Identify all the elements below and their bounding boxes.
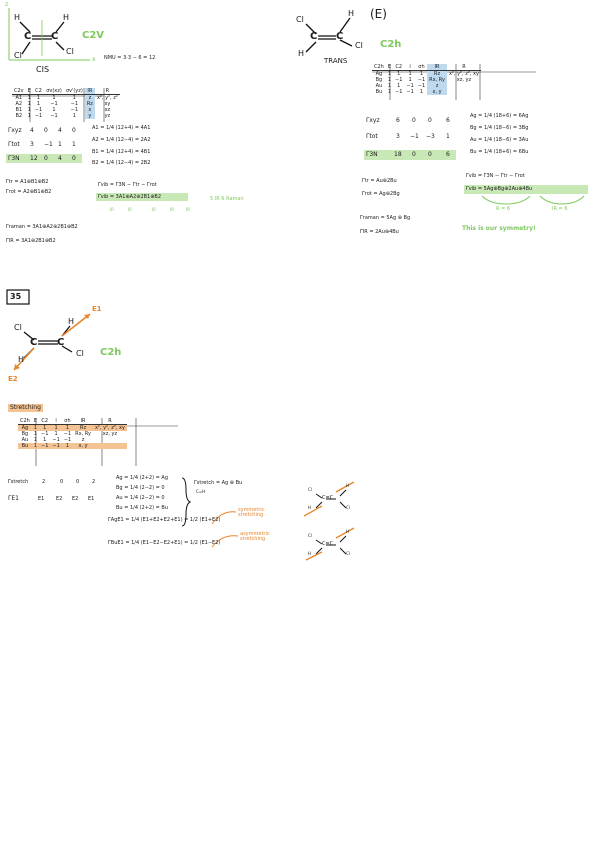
mini-bond: C=C <box>322 541 334 547</box>
atom-c: C <box>310 31 318 42</box>
row-value: 0 <box>60 479 64 485</box>
row-3n-highlight <box>364 150 456 160</box>
row-value: 2 <box>92 479 96 485</box>
table-row: B2 1 −1 −1 1 y yz <box>15 113 111 119</box>
stretching-heading: Stretching <box>10 404 41 411</box>
reduction: Au = 1/4 (18−6) = 3Au <box>470 137 529 143</box>
reduction: Bu = 1/4 (18+6) = 6Bu <box>470 149 529 155</box>
mini-atom: Cl <box>308 487 312 492</box>
mini-bond: C=C <box>322 495 334 501</box>
row-value: 0 <box>72 127 76 134</box>
gamma-ir: ΓIR = 3A1⊕2B1⊕B2 <box>6 238 56 244</box>
reduction: Au = 1/4 (2−2) = 0 <box>116 495 165 501</box>
mini-atom: H <box>308 505 312 510</box>
gamma-vib: Γvib = 3A1⊕A2⊕2B1⊕B2 <box>98 194 162 200</box>
table-row: Au 1 1 −1 −1 z <box>372 83 481 89</box>
reduction: Bg = 1/4 (18−6) = 3Bg <box>470 125 529 131</box>
point-group-c2h: C2h <box>380 39 402 50</box>
section-number: 35 <box>10 292 22 301</box>
row-value: 6 <box>396 117 400 124</box>
gamma-vib: Γvib = 5Ag⊕Bg⊕2Au⊕4Bu <box>466 186 533 192</box>
atom-cl: Cl <box>76 349 84 358</box>
row-value: E1 <box>88 496 95 502</box>
th: C2v <box>14 88 24 94</box>
row-value: 18 <box>394 151 402 158</box>
row-value: 4 <box>58 127 62 134</box>
e2-label: E2 <box>8 375 18 383</box>
table-row: A1 1 1 1 1 z x², y², z² <box>15 95 118 101</box>
gamma-stretch: Γstretch = Ag ⊕ Bu <box>194 480 243 486</box>
gamma-ir: ΓIR = 2Au⊕4Bu <box>360 229 399 235</box>
row-label: Γtot <box>8 141 20 148</box>
th: E <box>26 88 33 95</box>
th: R <box>95 88 120 95</box>
projection-bu: ΓBuE1 = 1/4 (E1−E2−E2+E1) = 1/2 (E1−E2) <box>108 540 221 546</box>
row-value: 1 <box>446 133 450 140</box>
row-value: E2 <box>72 496 79 502</box>
table-row: Bg 1 −1 1 −1 Rx, Ry xz, yz <box>375 77 472 83</box>
row-label: Γ3N <box>366 151 378 158</box>
row-value: 3 <box>396 133 400 140</box>
row-value: 0 <box>44 155 48 162</box>
th: σv'(yz) <box>65 88 83 94</box>
row-value: 0 <box>412 151 416 158</box>
projection-ag: ΓAgE1 = 1/4 (E1+E2+E2+E1) = 1/2 (E1+E2) <box>108 517 221 523</box>
vib-note: IR <box>110 207 114 212</box>
row-value: 0 <box>428 151 432 158</box>
table-row: Au 1 1 −1 −1 z <box>21 437 85 443</box>
brace-ir-count: IR = 6 <box>552 206 568 212</box>
mini-atom: H <box>346 529 350 534</box>
character-table-c2h: C2h E C2 i σh IR R Ag 1 1 1 1 Rz x², y², z², xy Bg 1 −1 1 −1 Rx, Ry xz, yz Au 1 1 −1 −1 z Bu 1 −1 −1 1 x, y <box>374 64 479 95</box>
row-label: Γ3N <box>8 155 20 162</box>
gamma-raman: Γraman = 3A1⊕A2⊕2B1⊕B2 <box>6 224 78 230</box>
reduction-a2: A2 = 1/4 (12−4) = 2A2 <box>92 137 151 143</box>
table-row: B1 1 −1 1 −1 x xz <box>15 107 111 113</box>
character-table-c2v <box>12 88 120 119</box>
reduction-b2: B2 = 1/4 (12−4) = 2B2 <box>92 160 151 166</box>
mini-atom: H <box>308 551 312 556</box>
row-value: 4 <box>30 127 34 134</box>
mini-atom: Cl <box>308 533 312 538</box>
th: C2 <box>33 88 44 95</box>
atom-h-left: H <box>14 13 21 22</box>
axis-x-label: x <box>92 56 96 63</box>
brace-r-count: R = 6 <box>496 206 511 212</box>
row-value: 0 <box>428 117 432 124</box>
e1-label: E1 <box>92 305 102 313</box>
row-value: 3 <box>30 141 34 148</box>
row-value: 1 <box>72 141 76 148</box>
row-value: 6 <box>446 117 450 124</box>
point-group-c2v: C2V <box>82 30 105 41</box>
mini-atom: Cl <box>346 551 350 556</box>
reduction: Ag = 1/4 (18+6) = 6Ag <box>470 113 529 119</box>
reduction-b1: B1 = 1/4 (12+4) = 4B1 <box>92 149 151 155</box>
table-row: Ag 1 1 1 1 Rz x², y², z², xy <box>18 425 127 432</box>
row-value: 1 <box>58 141 62 148</box>
row-value: 0 <box>412 117 416 124</box>
gamma-vib-def: Γvib = Γ3N − Γtr − Γrot <box>466 173 525 179</box>
row-label: Γtot <box>366 133 378 140</box>
table-row: A2 1 1 −1 −1 Rz xy <box>15 101 111 107</box>
symmetric-stretching-label: symmetric stretching <box>238 507 265 518</box>
gamma-vib-def: Γvib = Γ3N − Γtr − Γrot <box>98 182 157 188</box>
gamma-stretch-sub: C=H <box>196 489 206 494</box>
row-label: ΓE1 <box>8 495 19 502</box>
row-value: 2 <box>42 479 46 485</box>
bond-cl-c-left <box>22 42 30 54</box>
row-value: −1 <box>44 141 53 148</box>
row-value: E2 <box>56 496 63 502</box>
gamma-tr: Γtr = A1⊕B1⊕B2 <box>6 179 49 185</box>
bond-cl-c-right <box>56 42 64 50</box>
row-value: 0 <box>44 127 48 134</box>
vib-note: IR <box>152 207 156 212</box>
row-label: Γstretch <box>8 479 29 485</box>
e-isomer-label: (E) <box>370 7 387 21</box>
atom-cl: Cl <box>355 41 363 50</box>
gamma-raman: Γraman = 5Ag ⊕ Bg <box>360 215 411 221</box>
asymmetric-stretching-label: asymmetric stretching <box>240 531 270 542</box>
row-value: −1 <box>410 133 419 140</box>
axis-z-label: z <box>5 1 9 8</box>
reduction: Ag = 1/4 (2+2) = Ag <box>116 475 169 481</box>
atom-h: H <box>298 49 305 58</box>
gamma-rot: Γrot = Ag⊕2Bg <box>362 191 400 197</box>
reduction: Bu = 1/4 (2+2) = Bu <box>116 505 169 511</box>
atom-c: C <box>30 337 38 348</box>
row-value: −3 <box>426 133 435 140</box>
vib-note: IR <box>170 207 174 212</box>
row-value: 4 <box>58 155 62 162</box>
raman-note: 5 IR 6 Raman <box>210 196 244 202</box>
nmu-formula: NMU = 3·3 − 6 = 12 <box>104 55 156 61</box>
row-value: 12 <box>30 155 38 162</box>
atom-c: C <box>336 31 344 42</box>
row-value: 0 <box>72 155 76 162</box>
mini-atom: H <box>346 483 350 488</box>
atom-h: H <box>348 9 355 18</box>
row-value: 6 <box>446 151 450 158</box>
atom-cl: Cl <box>14 323 22 332</box>
atom-c-left: C <box>24 31 32 42</box>
gamma-tr: Γtr = Au⊕2Bu <box>362 178 397 184</box>
point-group-c2h: C2h <box>100 347 122 358</box>
row-label: Γxyz <box>366 117 380 124</box>
gamma-rot: Γrot = A2⊕B1⊕B2 <box>6 189 52 195</box>
table-row: Ag 1 1 1 1 Rz x², y², z², xy <box>375 71 479 77</box>
table-row: Bg 1 −1 1 −1 Rx, Ry xz, yz <box>21 431 118 437</box>
atom-cl-left: Cl <box>14 51 22 60</box>
symmetry-summary: This is our symmetry! <box>462 225 536 232</box>
arrow-e1 <box>62 314 90 336</box>
trans-label: TRANS <box>324 57 348 65</box>
vib-note: IR <box>186 207 190 212</box>
th: IR <box>85 88 95 95</box>
atom-h-right: H <box>63 13 70 22</box>
cis-label: CIS <box>36 65 50 74</box>
row-label: Γxyz <box>8 127 22 134</box>
atom-c-right: C <box>51 31 59 42</box>
row-value: 0 <box>76 479 80 485</box>
reduction: Bg = 1/4 (2−2) = 0 <box>116 485 165 491</box>
character-table-stretch: C2h E C2 i σh IR R Ag 1 1 1 1 Rz x², y², z², xy Bg 1 −1 1 −1 Rx, Ry xz, yz Au 1 1 −1 −1 z Bu 1 −1 −1 1 x, y <box>20 418 125 449</box>
atom-h: H <box>68 317 75 326</box>
th: σv(xz) <box>46 88 62 94</box>
mini-atom: Cl <box>346 505 350 510</box>
atom-cl: Cl <box>296 15 304 24</box>
atom-cl-right: Cl <box>66 47 74 56</box>
atom-h: H <box>18 355 25 364</box>
reduction-a1: A1 = 1/4 (12+4) = 4A1 <box>92 125 151 131</box>
table-row: Bu 1 −1 −1 1 x, y <box>18 443 127 449</box>
table-row: Bu 1 −1 −1 1 x, y <box>372 89 481 95</box>
vib-note: IR <box>128 207 132 212</box>
row-value: E1 <box>38 496 45 502</box>
atom-c: C <box>57 337 65 348</box>
